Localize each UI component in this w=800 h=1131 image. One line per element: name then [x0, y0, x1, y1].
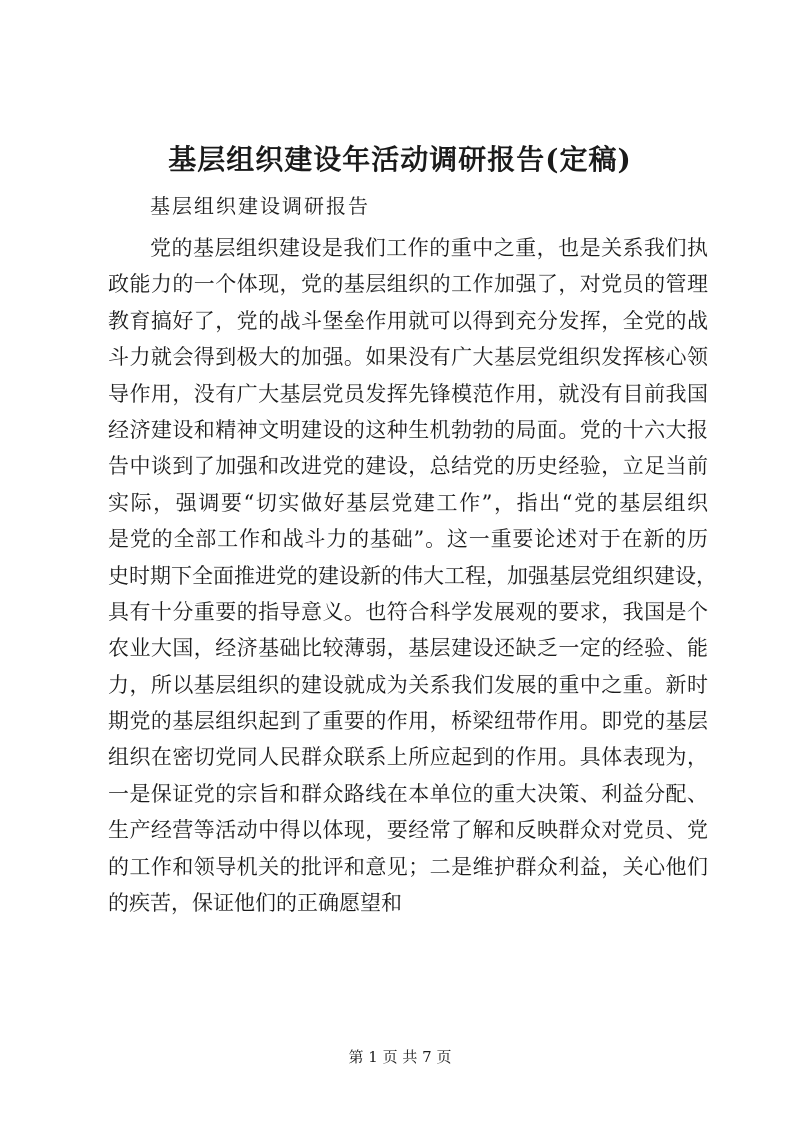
document-body	[108, 230, 717, 921]
body-line: 史时期下全面推进党的建设新的伟大工程，加强基层党组织建设，	[108, 563, 717, 588]
body-line: 期党的基层组织起到了重要的作用，桥梁纽带作用。即党的基层	[108, 709, 708, 734]
body-line: 政能力的一个体现，党的基层组织的工作加强了，对党员的管理	[108, 272, 708, 297]
body-line: 导作用，没有广大基层党员发挥先锋模范作用，就没有目前我国	[108, 381, 708, 406]
body-line: 生产经营等活动中得以体现，要经常了解和反映群众对党员、党	[108, 818, 708, 843]
body-line: 具有十分重要的指导意义。也符合科学发展观的要求，我国是个	[108, 599, 708, 624]
body-line: 一是保证党的宗旨和群众路线在本单位的重大决策、利益分配、	[108, 781, 708, 806]
body-line: 实际，强调要“切实做好基层党建工作”，指出“党的基层组织	[108, 490, 708, 515]
body-line: 的工作和领导机关的批评和意见；二是维护群众利益，关心他们	[108, 854, 708, 879]
body-line: 的疾苦，保证他们的正确愿望和	[108, 891, 402, 916]
body-line: 教育搞好了，党的战斗堡垒作用就可以得到充分发挥，全党的战	[108, 308, 708, 333]
document-title: 基层组织建设年活动调研报告(定稿)	[168, 143, 632, 176]
body-line: 农业大国，经济基础比较薄弱，基层建设还缺乏一定的经验、能	[108, 636, 708, 661]
page-footer: 第 1 页 共 7 页	[348, 1048, 452, 1066]
body-line: 是党的全部工作和战斗力的基础”。这一重要论述对于在新的历	[108, 527, 708, 552]
body-line: 党的基层组织建设是我们工作的重中之重，也是关系我们执	[150, 236, 708, 260]
body-line: 组织在密切党同人民群众联系上所应起到的作用。具体表现为，	[108, 745, 708, 770]
body-line: 力，所以基层组织的建设就成为关系我们发展的重中之重。新时	[108, 672, 708, 697]
body-line: 告中谈到了加强和改进党的建设，总结党的历史经验，立足当前	[108, 454, 708, 479]
body-line: 斗力就会得到极大的加强。如果没有广大基层党组织发挥核心领	[108, 345, 708, 370]
document-subtitle: 基层组织建设调研报告	[150, 194, 370, 218]
body-line: 经济建设和精神文明建设的这种生机勃勃的局面。党的十六大报	[108, 417, 708, 442]
